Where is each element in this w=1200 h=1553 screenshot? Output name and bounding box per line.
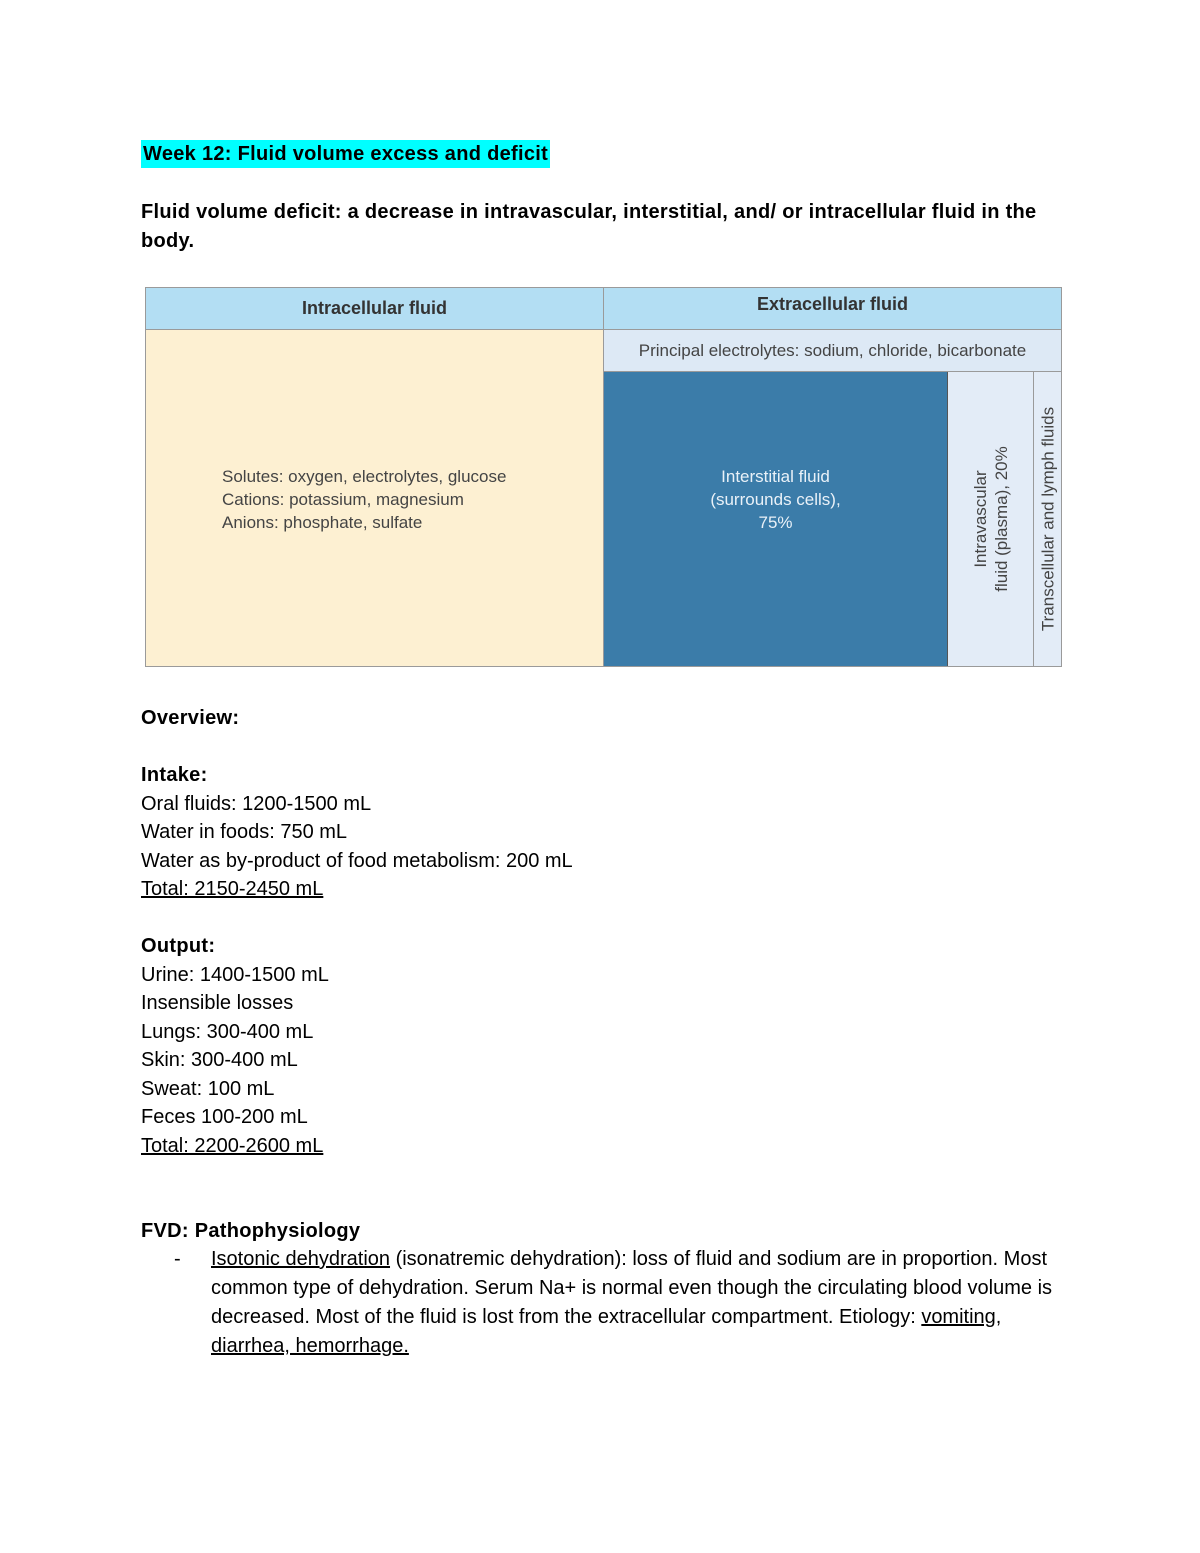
ecf-electrolytes: Principal electrolytes: sodium, chloride, bicarbonate (604, 330, 1061, 372)
extracellular-header: Extracellular fluid (604, 288, 1061, 330)
isotonic-description: (isonatremic dehydration): loss of fluid and sodium are in proportion. Most common type of dehydration. Serum Na+ is normal even though the circulating blood volume is decreased. Most of the fluid is lost from the extracellular compartment. Etiology: (211, 1248, 1053, 1328)
transcellular-label: Transcellular and lymph fluids (1038, 406, 1057, 632)
icf-cations: Cations: potassium, magnesium (222, 490, 464, 509)
output-item: Insensible losses (141, 992, 294, 1014)
definition: Fluid volume deficit: a decrease in intravascular, interstitial, and/ or intracellular fluid in the body. (141, 201, 1037, 252)
interstitial-fluid (604, 372, 948, 666)
patho-heading-block (141, 1217, 360, 1246)
overview-heading: Overview: (141, 707, 240, 729)
interstitial-line-1: Interstitial fluid (721, 466, 830, 486)
fluid-compartments-diagram (145, 287, 1062, 667)
intravascular-label (970, 446, 1012, 592)
intake-item: Oral fluids: 1200-1500 mL (141, 792, 372, 815)
transcellular-fluid (1034, 372, 1061, 666)
intravascular-line-1: Intravascular (970, 470, 990, 568)
patho-heading: FVD: Pathophysiology (141, 1220, 361, 1242)
overview-section (141, 704, 239, 733)
output-item: Skin: 300-400 mL (141, 1049, 298, 1071)
page-title: Week 12: Fluid volume excess and deficit (141, 140, 550, 168)
list-item (211, 1245, 1054, 1361)
intake-section (141, 761, 573, 904)
intake-total: Total: 2150-2450 mL (141, 878, 324, 900)
intake-item: Water as by-product of food metabolism: 200 mL (141, 849, 573, 872)
intracellular-body (146, 330, 604, 666)
output-heading: Output: (141, 935, 216, 957)
intracellular-header: Intracellular fluid (146, 288, 604, 330)
list-bullet: - (174, 1248, 181, 1270)
patho-list (174, 1245, 1054, 1361)
etiology-list: vomiting, diarrhea, hemorrhage. (211, 1306, 1002, 1357)
output-item: Feces 100-200 mL (141, 1106, 308, 1128)
icf-anions: Anions: phosphate, sulfate (222, 513, 423, 532)
intravascular-fluid (948, 372, 1034, 666)
isotonic-term: Isotonic dehydration (211, 1248, 391, 1270)
interstitial-line-2: (surrounds cells), (710, 489, 841, 509)
output-total: Total: 2200-2600 mL (141, 1134, 324, 1157)
output-section (141, 932, 329, 1160)
interstitial-line-3: 75% (758, 512, 793, 532)
output-item: Lungs: 300-400 mL (141, 1020, 314, 1043)
output-item: Urine: 1400-1500 mL (141, 963, 329, 986)
intake-heading: Intake: (141, 764, 208, 786)
output-item: Sweat: 100 mL (141, 1077, 275, 1100)
intravascular-line-2: fluid (plasma), 20% (991, 446, 1011, 592)
icf-solutes: Solutes: oxygen, electrolytes, glucose (222, 467, 507, 486)
intake-item: Water in foods: 750 mL (141, 821, 348, 843)
